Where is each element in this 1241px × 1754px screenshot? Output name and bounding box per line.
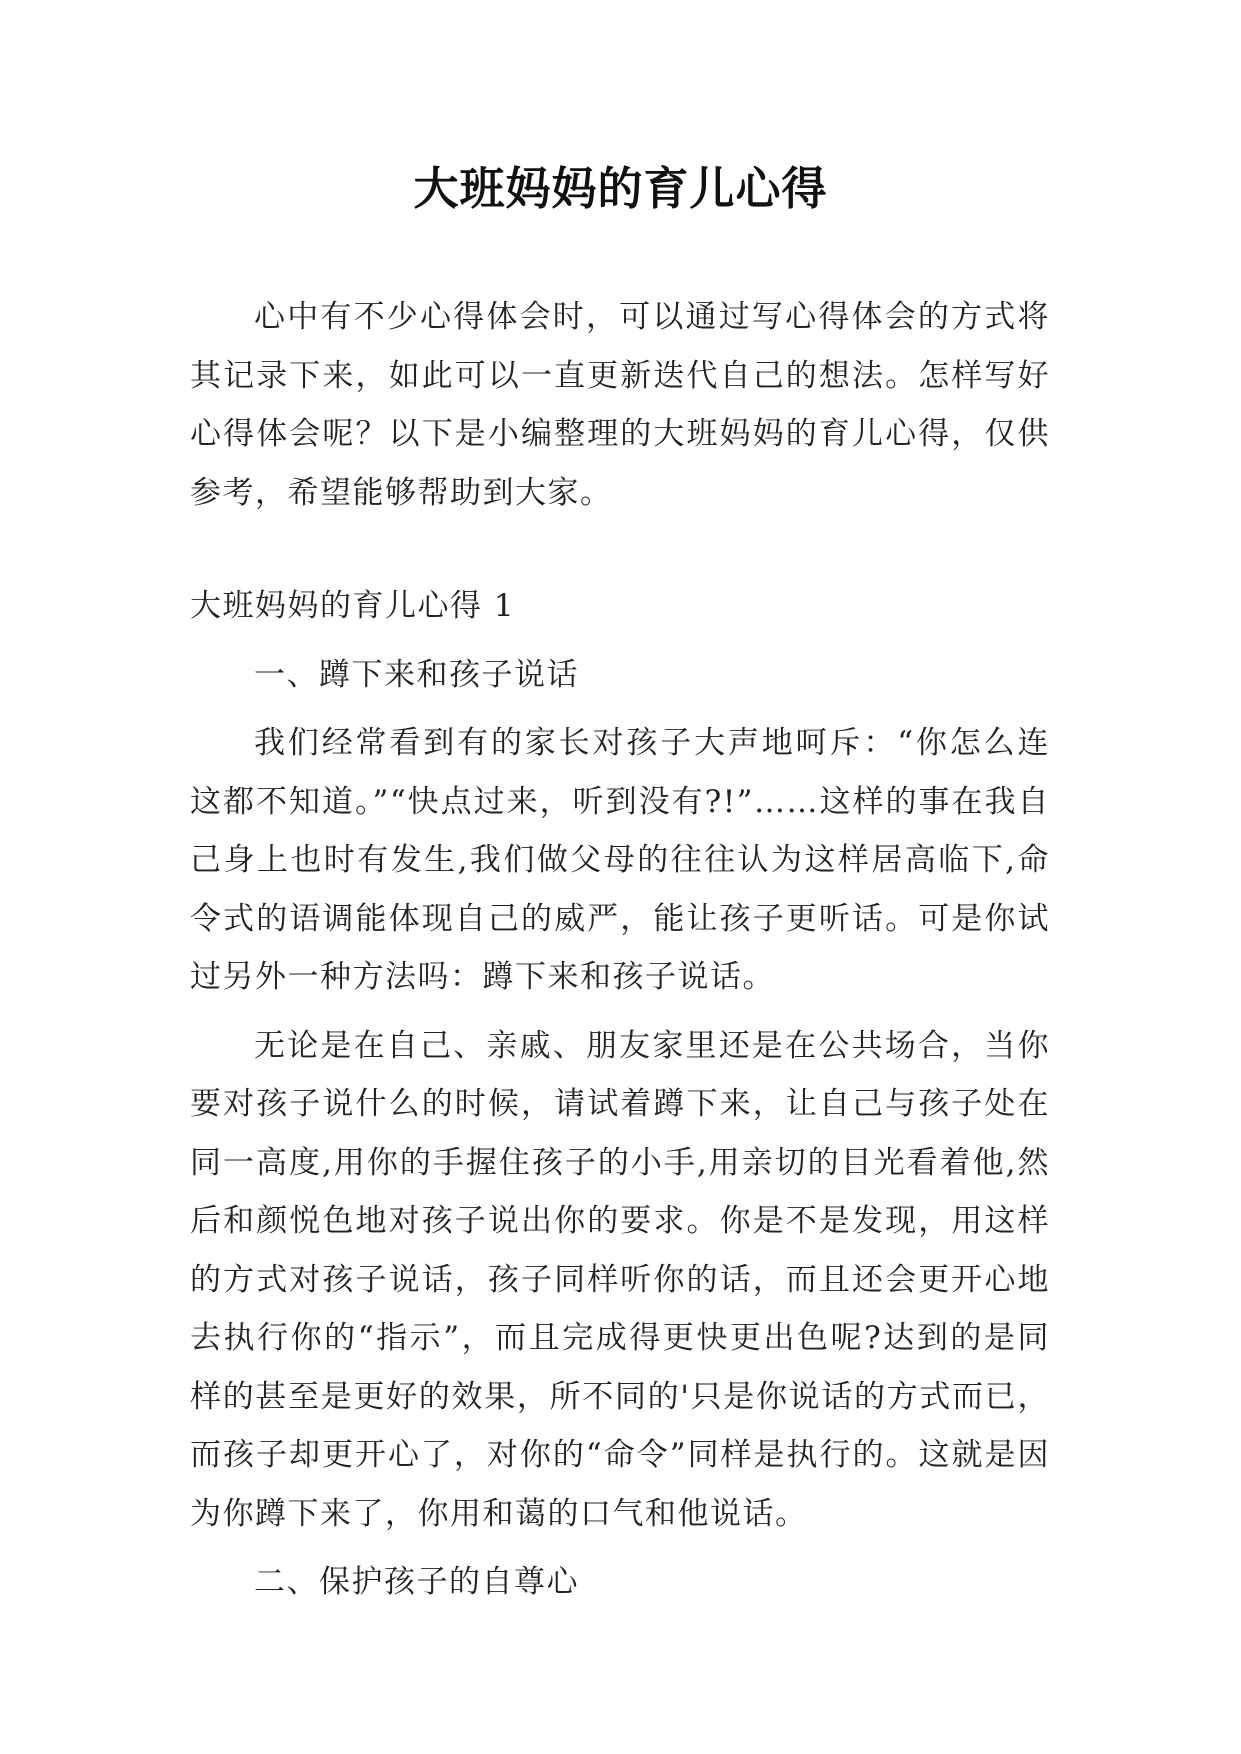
body-paragraph: 无论是在自己、亲戚、朋友家里还是在公共场合，当你要对孩子说什么的时候，请试着蹲下来，让自己与孩子处在同一高度,用你的手握住孩子的小手,用亲切的目光看着他,然后和颜悦色地对孩子说出你的要求。你是不是发现，用这样的方式对孩子说话，孩子同样听你的话，而且还会更开心地去执行你的“指示”，而且完成得更快更出色呢?达到的是同样的甚至是更好的效果，所不同的'只是你说话的方式而已，而孩子却更开心了，对你的“命令”同样是执行的。这就是因为你蹲下来了，你用和蔼的口气和他说话。	[190, 1027, 1050, 1532]
section-heading: 一、蹲下来和孩子说话	[254, 656, 579, 693]
document-body	[190, 288, 1050, 1612]
section-title: 大班妈妈的育儿心得 1	[190, 588, 516, 624]
document-title: 大班妈妈的育儿心得	[413, 162, 828, 215]
body-paragraph: 我们经常看到有的家长对孩子大声地呵斥：“你怎么连这都不知道。”“快点过来，听到没有?!”……这样的事在我自己身上也时有发生,我们做父母的往往认为这样居高临下,命令式的语调能体现自己的威严，能让孩子更听话。可是你试过另外一种方法吗：蹲下来和孩子说话。	[190, 725, 1050, 995]
intro-paragraph: 心中有不少心得体会时，可以通过写心得体会的方式将其记录下来，如此可以一直更新迭代自己的想法。怎样写好心得体会呢？以下是小编整理的大班妈妈的育儿心得，仅供参考，希望能够帮助到大家。	[190, 299, 1050, 511]
section-heading: 二、保护孩子的自尊心	[254, 1564, 579, 1600]
